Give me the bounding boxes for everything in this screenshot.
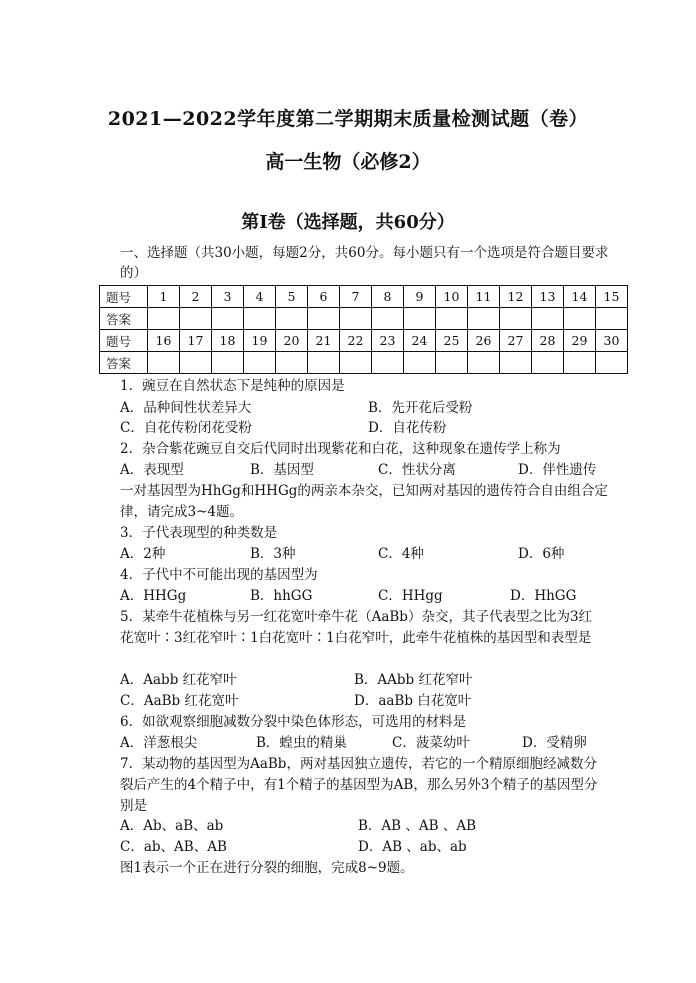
question-4-option-d: D．HhGG <box>510 588 577 604</box>
section-title: 第Ⅰ卷（选择题，共60分） <box>241 212 455 233</box>
question-number-cell: 21 <box>308 330 340 352</box>
question-1-option-d: D．自花传粉 <box>368 420 447 436</box>
question-4-option-b: B．hhGG <box>250 588 313 604</box>
question-number-cell: 27 <box>500 330 532 352</box>
answer-cell <box>244 308 276 330</box>
answer-cell <box>532 308 564 330</box>
question-4-stem: 4．子代中不可能出现的基因型为 <box>120 567 318 583</box>
question-5-option-c: C．AaBb 红花宽叶 <box>120 693 239 709</box>
question-3-stem: 3．子代表现型的种类数是 <box>120 525 278 541</box>
question-number-cell: 26 <box>468 330 500 352</box>
question-5-stem: 5．某牵牛花植株与另一红花宽叶牵牛花（AaBb）杂交，其子代表型之比为3红花宽叶∶3红花窄叶∶1白花宽叶∶1白花窄叶，此牵牛花植株的基因型和表型是 <box>120 609 593 646</box>
question-number-cell: 18 <box>212 330 244 352</box>
question-number-cell: 5 <box>276 286 308 308</box>
question-5-option-a: A．Aabb 红花窄叶 <box>120 672 237 688</box>
question-3-option-c: C．4种 <box>378 546 424 562</box>
question-number-cell: 8 <box>372 286 404 308</box>
questions-8-9-intro: 图1表示一个正在进行分裂的细胞，完成8~9题。 <box>120 860 414 876</box>
question-2-option-d: D．伴性遗传 <box>518 462 597 478</box>
question-number-cell: 1 <box>148 286 180 308</box>
answer-cell <box>148 352 180 374</box>
question-number-cell: 24 <box>404 330 436 352</box>
question-7-option-a: A．Ab、aB、ab <box>120 818 224 834</box>
question-number-cell: 10 <box>436 286 468 308</box>
question-number-cell: 7 <box>340 286 372 308</box>
subject-title: 高一生物（必修2） <box>265 151 431 173</box>
answer-table-number-row-2 <box>100 330 628 352</box>
answer-cell <box>532 352 564 374</box>
question-number-cell: 19 <box>244 330 276 352</box>
question-7-stem: 7．某动物的基因型为AaBb，两对基因独立遗传，若它的一个精原细胞经减数分裂后产生的4个精子中，有1个精子的基因型为AB，那么另外3个精子的基因型分别是 <box>120 756 598 814</box>
answer-cell <box>308 352 340 374</box>
section-instructions: 一、选择题（共30小题，每题2分，共60分。每小题只有一个选项是符合题目要求的） <box>120 245 609 281</box>
question-2-option-a: A．表现型 <box>120 462 184 478</box>
question-7-option-c: C．ab、AB、AB <box>120 839 227 855</box>
answer-cell <box>564 352 596 374</box>
question-4-option-c: C．HHgg <box>378 588 443 604</box>
answer-cell <box>148 308 180 330</box>
number-label-cell: 题号 <box>100 286 148 308</box>
answer-cell <box>404 352 436 374</box>
question-3-option-a: A．2种 <box>120 546 166 562</box>
answer-cell <box>596 308 628 330</box>
exam-title: 2021—2022学年度第二学期期末质量检测试题（卷） <box>107 108 589 130</box>
question-6-option-d: D．受精卵 <box>522 735 587 751</box>
question-1-stem: 1．豌豆在自然状态下是纯种的原因是 <box>120 378 345 394</box>
question-7-option-d: D．AB 、ab、ab <box>358 839 467 855</box>
answer-cell <box>212 308 244 330</box>
question-number-cell: 12 <box>500 286 532 308</box>
question-7-option-b: B．AB 、AB 、AB <box>358 818 477 834</box>
question-number-cell: 25 <box>436 330 468 352</box>
number-label-cell: 题号 <box>100 330 148 352</box>
question-5-option-d: D．aaBb 白花宽叶 <box>354 693 472 709</box>
question-4-option-a: A．HHGg <box>120 588 187 604</box>
question-number-cell: 28 <box>532 330 564 352</box>
answer-table-answer-row-1 <box>100 308 628 330</box>
answer-cell <box>468 308 500 330</box>
answer-cell <box>500 308 532 330</box>
question-6-stem: 6．如欲观察细胞减数分裂中染色体形态，可选用的材料是 <box>120 714 467 730</box>
answer-cell <box>212 352 244 374</box>
question-1-option-a: A．品种间性状差异大 <box>120 400 252 416</box>
questions-3-4-intro: 一对基因型为HhGg和HHGg的两亲本杂交，已知两对基因的遗传符合自由组合定律，请完成3~4题。 <box>120 483 608 520</box>
question-1-option-b: B．先开花后受粉 <box>368 400 473 416</box>
answer-cell <box>404 308 436 330</box>
question-3-option-d: D．6种 <box>518 546 565 562</box>
question-1-option-c: C．自花传粉闭花受粉 <box>120 420 252 436</box>
question-6-option-c: C．菠菜幼叶 <box>392 735 470 751</box>
answer-cell <box>276 308 308 330</box>
answer-cell <box>436 352 468 374</box>
question-6-option-a: A．洋葱根尖 <box>120 735 198 751</box>
answer-cell <box>180 308 212 330</box>
question-number-cell: 16 <box>148 330 180 352</box>
answer-table-number-row-1 <box>100 286 628 308</box>
answer-cell <box>372 308 404 330</box>
question-number-cell: 22 <box>340 330 372 352</box>
answer-cell <box>308 308 340 330</box>
answer-cell <box>596 352 628 374</box>
question-5-option-b: B．AAbb 红花窄叶 <box>354 672 473 688</box>
question-number-cell: 15 <box>596 286 628 308</box>
question-number-cell: 13 <box>532 286 564 308</box>
answer-cell <box>564 308 596 330</box>
answer-cell <box>340 308 372 330</box>
answer-table-answer-row-2 <box>100 352 628 374</box>
question-number-cell: 2 <box>180 286 212 308</box>
question-3-option-b: B．3种 <box>250 546 296 562</box>
question-number-cell: 6 <box>308 286 340 308</box>
answer-cell <box>500 352 532 374</box>
question-number-cell: 9 <box>404 286 436 308</box>
answer-cell <box>276 352 308 374</box>
question-number-cell: 30 <box>596 330 628 352</box>
answer-cell <box>436 308 468 330</box>
question-2-stem: 2．杂合紫花豌豆自交后代同时出现紫花和白花，这种现象在遗传学上称为 <box>120 441 561 457</box>
answer-table <box>99 285 628 374</box>
question-6-option-b: B．蝗虫的精巢 <box>256 735 347 751</box>
answer-label-cell: 答案 <box>100 352 148 374</box>
answer-cell <box>340 352 372 374</box>
question-number-cell: 17 <box>180 330 212 352</box>
answer-cell <box>372 352 404 374</box>
answer-label-cell: 答案 <box>100 308 148 330</box>
answer-cell <box>180 352 212 374</box>
question-number-cell: 3 <box>212 286 244 308</box>
answer-cell <box>468 352 500 374</box>
question-number-cell: 20 <box>276 330 308 352</box>
answer-cell <box>244 352 276 374</box>
question-number-cell: 29 <box>564 330 596 352</box>
question-2-option-c: C．性状分离 <box>378 462 456 478</box>
question-number-cell: 11 <box>468 286 500 308</box>
question-number-cell: 4 <box>244 286 276 308</box>
question-number-cell: 14 <box>564 286 596 308</box>
question-number-cell: 23 <box>372 330 404 352</box>
question-2-option-b: B．基因型 <box>250 462 314 478</box>
